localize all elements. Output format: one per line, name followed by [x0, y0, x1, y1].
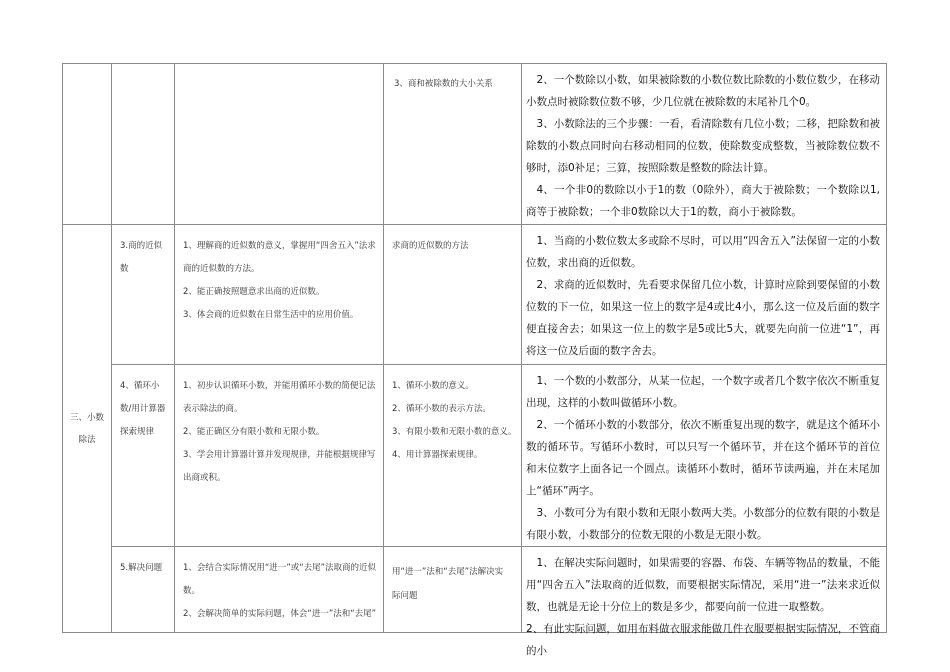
- key-point-item: 1、循环小数的意义。: [392, 381, 474, 391]
- note-paragraph: 1、当商的小数位数太多或除不尽时，可以用“四舍五入”法保留一定的小数位数，求出商的近似数。: [526, 235, 880, 269]
- topic-cell: [112, 225, 175, 365]
- key-point-item: 2、循环小数的表示方法。: [392, 404, 491, 414]
- objectives-cell: [175, 225, 384, 365]
- category-cell-top: [63, 64, 112, 225]
- note-paragraph: 1、在解决实际问题时，如果需要的容器、布袋、车辆等物品的数量，不能用“四舍五入”法取商的近似数，而要根据实际情况，采用“进一”法来求近似数，也就是无论十分位上的数是多少，都要向前一位进一取整数。: [526, 557, 880, 613]
- table-row: [63, 225, 887, 365]
- objective-item: 3、学会用计算器计算并发现规律，并能根据规律写出商或积。: [183, 450, 376, 483]
- objective-item: 2、能正确区分有限小数和无限小数。: [183, 427, 325, 437]
- notes-cell: [522, 225, 887, 365]
- note-paragraph: 3、小数可分为有限小数和无限小数两大类。小数部分的位数有限的小数是有限小数，小数部分的位数无限的小数是无限小数。: [526, 507, 880, 541]
- topic-cell: [112, 547, 175, 633]
- note-paragraph: 4、一个非0的数除以小于1的数（0除外），商大于被除数；一个数除以1,商等于被除数；一个非0数除以大于1的数，商小于被除数。: [526, 184, 880, 218]
- notes-cell: [522, 365, 887, 547]
- key-point-text: 3、商和被除数的大小关系: [394, 79, 493, 89]
- table-row: [63, 547, 887, 633]
- topic-label: 3.商的近似数: [120, 241, 163, 274]
- note-paragraph: 1、一个数的小数部分，从某一位起，一个数字或者几个数字依次不断重复出现，这样的小数叫做循环小数。: [526, 375, 880, 409]
- knowledge-table: [62, 63, 887, 657]
- key-points-cell: [384, 365, 522, 547]
- key-point-item: 4、用计算器探索规律。: [392, 450, 483, 460]
- category-cell: [63, 225, 112, 633]
- table-row: [63, 64, 887, 225]
- category-label: 三、小数除法: [69, 412, 104, 445]
- objective-item: 1、初步认识循环小数，并能用循环小数的简便记法表示除法的商。: [183, 381, 376, 414]
- table-row: [63, 365, 887, 547]
- key-point-item: 用“进一”法和“去尾”法解决实: [392, 567, 504, 577]
- key-point-item: 际问题: [392, 591, 418, 601]
- key-points-cell: [384, 225, 522, 365]
- objectives-cell: [175, 365, 384, 547]
- key-point-text: 求商的近似数的方法: [392, 241, 469, 251]
- notes-cell: [522, 547, 887, 657]
- note-paragraph: 2、一个数除以小数，如果被除数的小数位数比除数的小数位数少，在移动小数点时被除数位数不够，少几位就在被除数的末尾补几个0。: [526, 74, 880, 108]
- topic-label: 4、循环小数/用计算器探索规律: [120, 381, 166, 437]
- key-points-cell: [384, 547, 522, 633]
- topic-cell-top: [112, 64, 175, 225]
- topic-cell: [112, 365, 175, 547]
- note-paragraph: 3、小数除法的三个步骤：一看，看清除数有几位小数；二移，把除数和被除数的小数点同时向右移动相同的位数，使除数变成整数，当被除数位数不够时，添0补足；三算，按照除数是整数的除法计算。: [526, 118, 880, 174]
- objective-item: 1、理解商的近似数的意义，掌握用“四舍五入”法求商的近似数的方法。: [183, 241, 376, 274]
- objective-item: 1、会结合实际情况用“进一”或“去尾”法取商的近似数。: [183, 563, 377, 596]
- objectives-cell: [175, 547, 384, 633]
- note-paragraph: 2、求商的近似数时，先看要求保留几位小数，计算时应除到要保留的小数位数的下一位，如果这一位上的数字是4或比4小，那么这一位及后面的数字便直接舍去；如果这一位上的数字是5或比5大，就要先向前一位进“1”，再将这一位及后面的数字舍去。: [526, 279, 880, 357]
- note-paragraph: 2、有此实际问题，如用布料做衣服求能做几件衣服要根据实际情况，不管商的小: [526, 623, 880, 657]
- objectives-cell-top: [175, 64, 384, 225]
- key-points-cell-top: [384, 64, 522, 225]
- objective-item: 3、体会商的近似数在日常生活中的应用价值。: [183, 310, 359, 320]
- objective-item: 2、会解决简单的实际问题，体会“进一”法和“去尾”: [183, 609, 377, 619]
- key-point-item: 3、有限小数和无限小数的意义。: [392, 427, 517, 437]
- topic-label: 5.解决问题: [120, 563, 163, 573]
- objective-item: 2、能正确按照题意求出商的近似数。: [183, 287, 325, 297]
- notes-cell-top: [522, 64, 887, 225]
- note-paragraph: 2、一个循环小数的小数部分，依次不断重复出现的数字，就是这个循环小数的循环节。写循环小数时，可以只写一个循环节，并在这个循环节的首位和末位数字上面各记一个圆点。读循环小数时，循环节读两遍，并在末尾加上“循环”两字。: [526, 419, 880, 497]
